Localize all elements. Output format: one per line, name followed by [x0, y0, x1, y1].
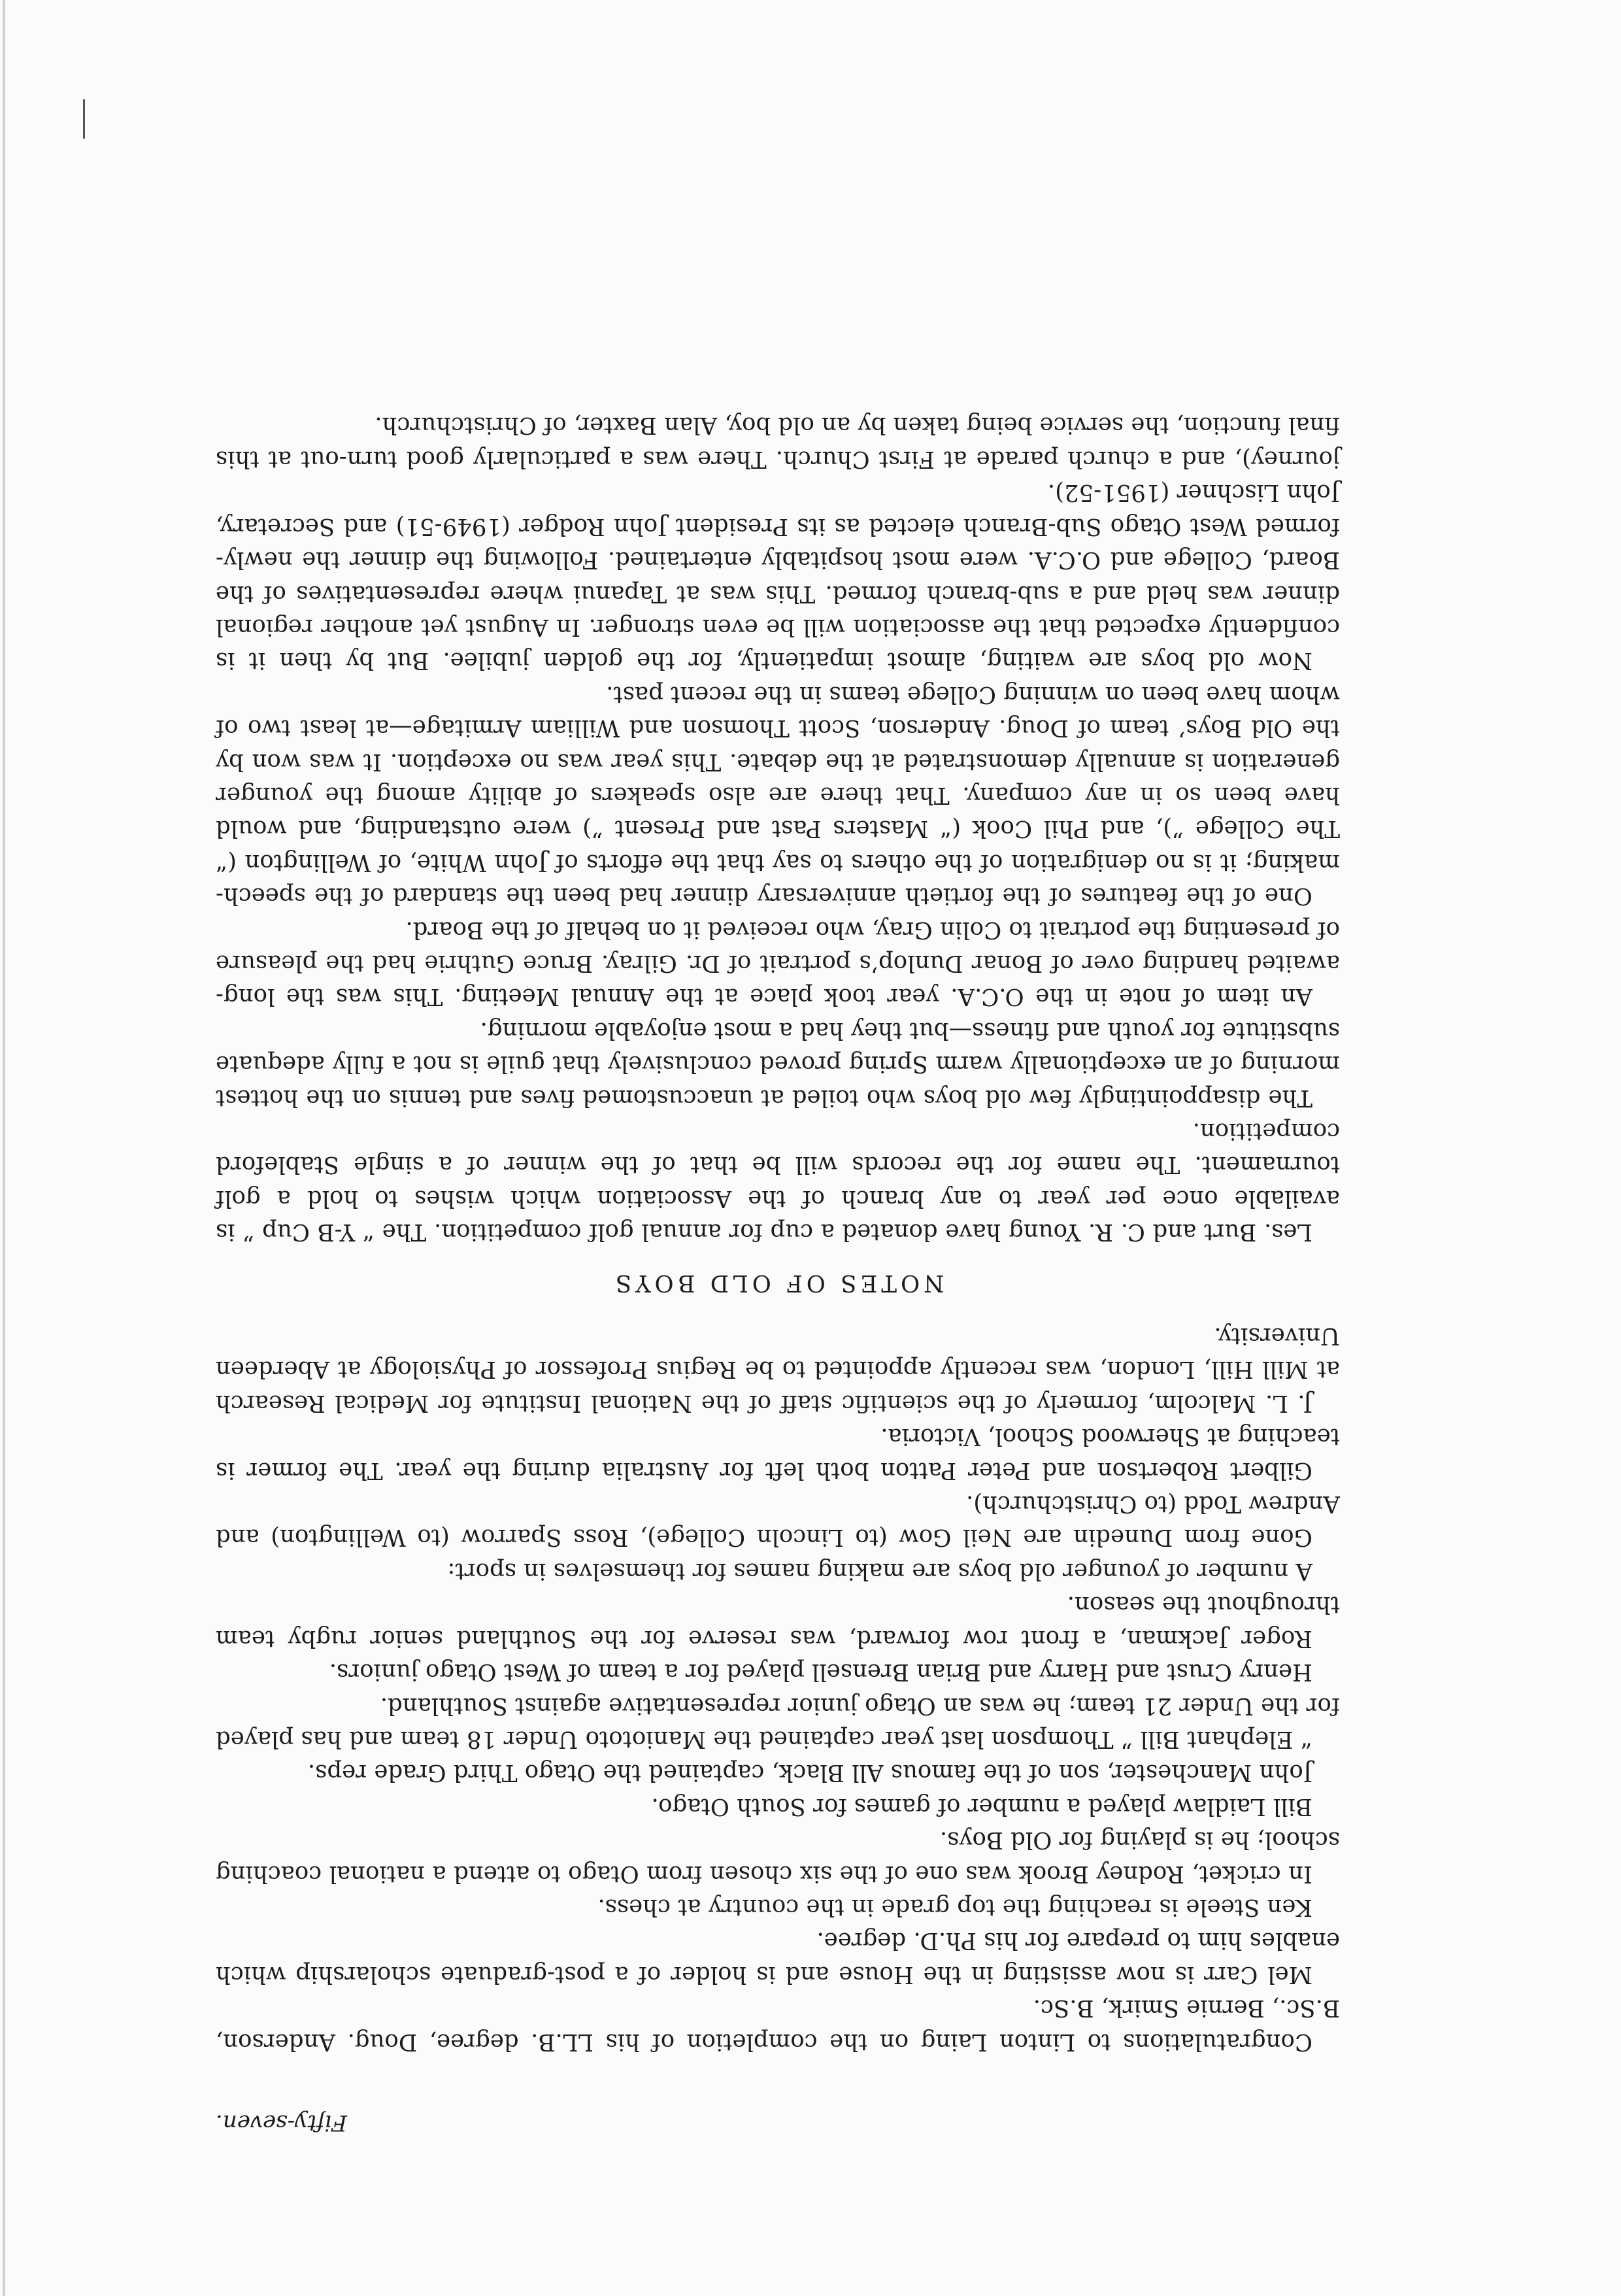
paragraph: Ken Steele is reaching the top grade in the country at chess. — [597, 1893, 1312, 1921]
paragraph: “ Elephant Bill ” Thompson last year captained the Maniototo Under 18 team and has played for the Under 21 team; he was an Otago junior representative against Southland. — [216, 1692, 1340, 1753]
paragraph: journey), and a church parade at First Church. There was a particularly good turn-out at this final function, the service being taken by an old boy, Alan Baxter, of Christchurch. — [216, 412, 1340, 473]
paragraph: Congratulations to Linton Laing on the completion of his LL.B. degree, Doug. Anderson, B.Sc., Bernie Smirk, B.Sc. — [216, 1995, 1340, 2055]
section-heading: NOTES OF OLD BOYS — [611, 1269, 944, 1296]
paragraph: A number of younger old boys are making names for themselves in sport: — [447, 1557, 1312, 1585]
page-edge-shadow — [3, 0, 5, 2296]
paragraph: John Manchester, son of the famous All Black, captained the Otago Third Grade reps. — [307, 1759, 1312, 1787]
paragraph: Now old boys are waiting, almost impatiently, for the golden jubilee. But by then it is confidently expected that the association will be even stronger. In August yet another regional dinner was held and a sub-branch formed. This was at Tapanui where representatives of the Board, College and O.C.A. were most hospitably entertained. Following the dinner the newly-formed West Otago Sub-Branch elected as its President John Rodger (1949-51) and Secretary, John Lischner (1951-52). — [216, 479, 1340, 675]
paragraph: Gilbert Robertson and Peter Patton both left for Australia during the year. The former is teaching at Sherwood School, Victoria. — [216, 1423, 1340, 1484]
paragraph: Mel Carr is now assisting in the House and is holder of a post-graduate scholarship which enables him to prepare for his Ph.D. degree. — [216, 1927, 1340, 1988]
paragraph: J. L. Malcolm, formerly of the scientific staff of the National Institute for Medical Research at Mill Hill, London, was recently appointed to be Regius Professor of Physiology at Aberdeen University. — [216, 1323, 1340, 1417]
paragraph: In cricket, Rodney Brook was one of the six chosen from Otago to attend a national coaching school; he is playing for Old Boys. — [216, 1827, 1340, 1887]
paragraph: Les. Burt and C. R. Young have donated a cup for annual golf competition. The “ Y-B Cup ” is available once per year to any branch of the Association which wishes to hold a golf tournament. The name for the records will be that of the winner of a single Stableford competition. — [216, 1118, 1340, 1246]
scan-mark — [83, 99, 85, 139]
paragraph: Roger Jackman, a front row forward, was reserve for the Southland senior rugby team throughout the season. — [216, 1591, 1340, 1652]
paragraph: The disappointingly few old boys who toiled at unaccustomed fives and tennis on the hottest morning of an exceptionally warm Spring proved conclusively that guile is not a fully adequate substitute for youth and fitness—but they had a most enjoyable morning. — [216, 1017, 1340, 1111]
page-text — [216, 409, 1340, 2139]
paragraph: An item of note in the O.C.A. year took place at the Annual Meeting. This was the long-awaited handing over of Bonar Dunlop’s portrait of Dr. Gilray. Bruce Guthrie had the pleasure of presenting the portrait to Colin Gray, who received it on behalf of the Board. — [216, 916, 1340, 1011]
paragraph: One of the features of the fortieth anniversary dinner had been the standard of the speech-making; it is no denigration of the others to say that the efforts of John White, of Wellington (“ The College ”), and Phil Cook (“ Masters Past and Present ”) were outstanding, and would have been so in any company. That there are also speakers of ability among the younger generation is annually demonstrated at the debate. This year was no exception. It was won by the Old Boys’ team of Doug. Anderson, Scott Thomson and William Armitage—at least two of whom have been on winning College teams in the recent past. — [216, 681, 1340, 910]
paragraph: Gone from Dunedin are Neil Gow (to Lincoln College), Ross Sparrow (to Wellington) and Andrew Todd (to Christchurch). — [216, 1491, 1340, 1551]
page-number: Fifty-seven. — [216, 2110, 348, 2136]
paragraph: Henry Crust and Harry and Brian Brensell played for a team of West Otago juniors. — [329, 1659, 1312, 1686]
paragraph: Bill Laidlaw played a number of games for South Otago. — [651, 1793, 1312, 1820]
